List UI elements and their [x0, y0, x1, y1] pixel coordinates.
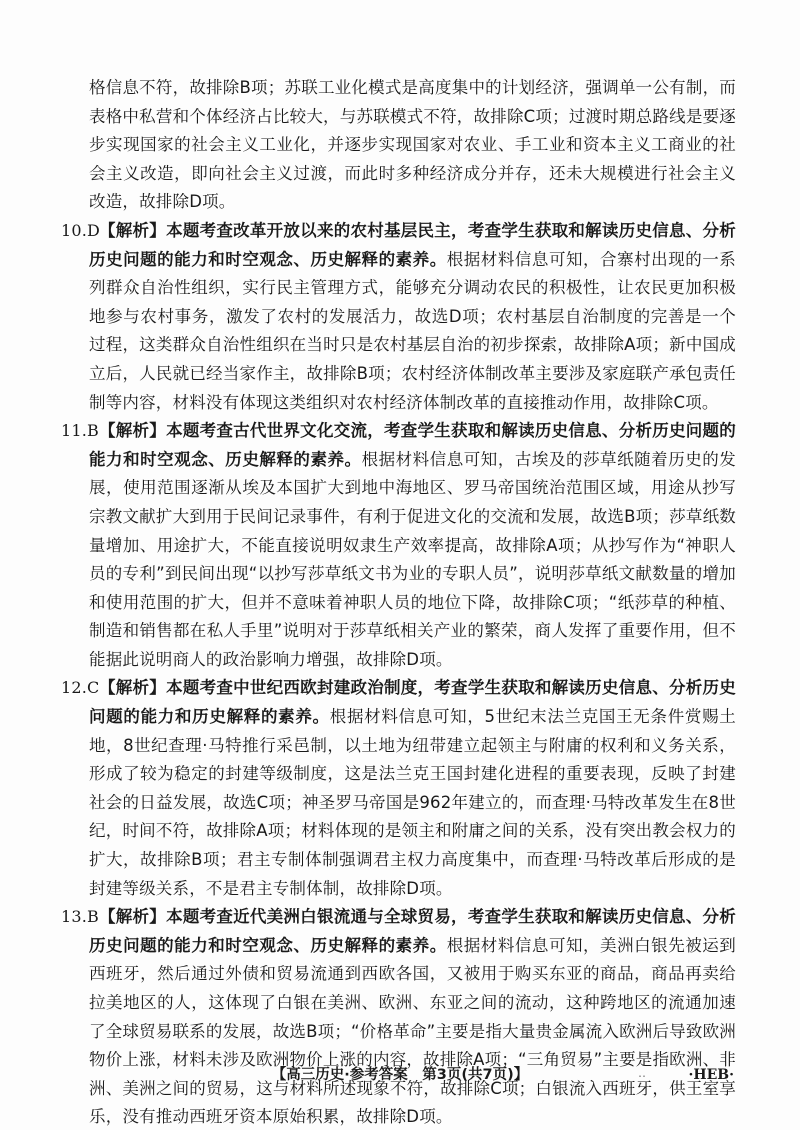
item-number: 11.B	[61, 421, 100, 441]
analysis-tag: 【解析】	[99, 678, 167, 698]
item-number: 13.B	[61, 907, 100, 927]
footer-label: 【高三历史·参考答案 第3页(共7页)】	[271, 1067, 529, 1083]
footer-dots: ‥	[638, 1066, 647, 1080]
answer-item-12	[61, 674, 736, 903]
analysis-lead: 本题考查改革开放以来的农村基层民主，考查学生获取和解读历史信息、分析历史问题的能力和时空观念、历史解释的素养。	[89, 220, 736, 269]
continuation-paragraph: 格信息不符，故排除B项；苏联工业化模式是高度集中的计划经济，强调单一公有制，而表格中私营和个体经济占比较大，与苏联模式不符，故排除C项；过渡时期总路线是要逐步实现国家的社会主义工业化，并逐步实现国家对农业、手工业和资本主义工商业的社会主义改造，即向社会主义过渡，而此时多种经济成分并存，还未大规模进行社会主义改造，故排除D项。	[89, 78, 736, 212]
answer-item-10	[61, 217, 736, 417]
answer-letter: B	[87, 421, 100, 441]
analysis-tag: 【解析】	[99, 220, 167, 240]
analysis-body: 根据材料信息可知，古埃及的莎草纸随着历史的发展，使用范围逐渐从埃及本国扩大到地中海地区、罗马帝国统治范围区域，用途从抄写宗教文献扩大到用于民间记录事件，有利于促进文化的交流和发展，故选B项；莎草纸数量增加、用途扩大，不能直接说明奴隶生产效率提高，故排除A项；从抄写作为“神职人员的专利”到民间出现“以抄写莎草纸文书为业的专职人员”，说明莎草纸文献数量的增加和使用范围的扩大，但并不意味着神职人员的地位下降，故排除C项；“纸莎草的种植、制造和销售都在私人手里”说明对于莎草纸相关产业的繁荣，商人发挥了重要作用，但不能据此说明商人的政治影响力增强，故排除D项。	[89, 449, 736, 669]
page-footer	[0, 1064, 800, 1086]
item-number: 10.D	[61, 220, 101, 240]
analysis-lead: 本题考查近代美洲白银流通与全球贸易，考查学生获取和解读历史信息、分析历史问题的能力和时空观念、历史解释的素养。	[89, 907, 736, 955]
answer-item-13	[61, 903, 736, 1132]
footer-code: ·HEB·	[688, 1067, 734, 1083]
analysis-lead: 本题考查中世纪西欧封建政治制度，考查学生获取和解读历史信息、分析历史问题的能力和历史解释的素养。	[89, 678, 736, 727]
analysis-lead: 本题考查古代世界文化交流，考查学生获取和解读历史信息、分析历史问题的能力和时空观念、历史解释的素养。	[89, 421, 736, 469]
answer-letter: D	[87, 220, 101, 240]
item-number: 12.C	[61, 678, 100, 698]
answer-letter: C	[87, 678, 100, 698]
analysis-tag: 【解析】	[99, 421, 167, 441]
page-content	[61, 74, 736, 1132]
answer-letter: B	[87, 907, 100, 927]
analysis-body: 根据材料信息可知，5世纪末法兰克国王无条件赏赐土地，8世纪查理·马特推行采邑制，以土地为纽带建立起领主与附庸的权利和义务关系，形成了较为稳定的封建等级制度，这是法兰克王国封建化进程的重要表现，反映了封建社会的日益发展，故选C项；神圣罗马帝国是962年建立的，而查理·马特改革发生在8世纪，时间不符，故排除A项；材料体现的是领主和附庸之间的关系，没有突出教会权力的扩大，故排除B项；君主专制体制强调君主权力高度集中，而查理·马特改革后形成的是封建等级关系，不是君主专制体制，故排除D项。	[89, 707, 736, 898]
answer-item-11	[61, 417, 736, 674]
analysis-body: 根据材料信息可知，美洲白银先被运到西班牙，然后通过外债和贸易流通到西欧各国，又被用于购买东亚的商品，商品再卖给拉美地区的人，这体现了白银在美洲、欧洲、东亚之间的流动，这种跨地区的流通加速了全球贸易联系的发展，故选B项；“价格革命”主要是指大量贵金属流入欧洲后导致欧洲物价上涨，材料未涉及欧洲物价上涨的内容，故排除A项；“三角贸易”主要是指欧洲、非洲、美洲之间的贸易，这与材料所述现象不符，故排除C项；白银流入西班牙，供王室享乐，没有推动西班牙资本原始积累，故排除D项。	[89, 935, 736, 1127]
analysis-body: 根据材料信息可知，合寨村出现的一系列群众自治性组织，实行民主管理方式，能够充分调动农民的积极性，让农民更加积极地参与农村事务，激发了农村的发展活力，故选D项；农村基层自治制度的完善是一个过程，这类群众自治性组织在当时只是农村基层自治的初步探索，故排除A项；新中国成立后，人民就已经当家作主，故排除B项；农村经济体制改革主要涉及家庭联产承包责任制等内容，材料没有体现这类组织对农村经济体制改革的直接推动作用，故排除C项。	[89, 249, 736, 412]
analysis-tag: 【解析】	[99, 907, 167, 927]
